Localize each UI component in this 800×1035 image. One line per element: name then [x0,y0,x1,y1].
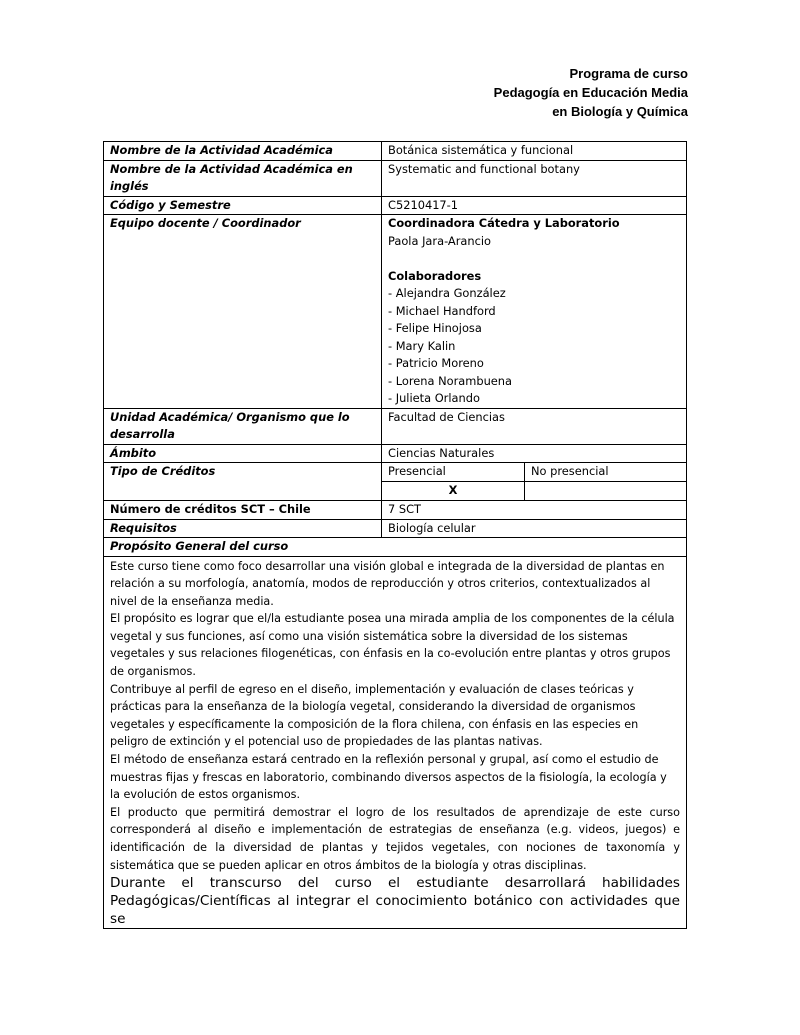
label-creditos: Número de créditos SCT – Chile [104,501,382,519]
value-equipo [382,215,686,408]
presencial-mark: X [382,482,525,500]
header-line-2: Pedagogía en Educación Media [493,85,688,100]
no-presencial-mark [525,482,686,500]
proposito-paragraph-1: Este curso tiene como foco desarrollar una visión global e integrada de la diversidad de plantas en relación a su morfología, anatomía, modos de reproducción y otros criterios, contextualizados al nivel de la enseñanza media. [110,559,665,608]
label-equipo: Equipo docente / Coordinador [104,215,382,408]
label-unidad [104,409,382,444]
colaborador: - Alejandra González [388,286,506,300]
row-proposito-label [104,538,686,557]
label-nombre-ingles [104,161,382,196]
row-unidad [104,409,686,445]
label-unidad-l1: Unidad Académica/ Organismo que lo [110,409,350,424]
row-nombre-ingles [104,161,686,197]
proposito-paragraph-4: El método de enseñanza estará centrado en la reflexión personal y grupal, así como el estudio de muestras fijas y frescas en laboratorio, combinando diversos aspectos de la fisiología, la ecología y la evolución de estos organismos. [110,753,667,802]
row-proposito-body [104,557,686,929]
colaborador: - Mary Kalin [388,338,456,353]
label-nombre: Nombre de la Actividad Académica [104,142,382,160]
value-nombre: Botánica sistemática y funcional [388,143,574,157]
label-nombre-ingles-l2: inglés [110,179,149,193]
label-tipo-creditos: Tipo de Créditos [104,463,382,500]
course-table [103,141,687,929]
row-equipo [104,215,686,409]
label-proposito: Propósito General del curso [110,539,289,553]
colaborador: - Julieta Orlando [388,391,480,405]
no-presencial-header: No presencial [531,464,609,478]
label-ambito: Ámbito [104,445,382,463]
label-requisitos: Requisitos [104,520,382,538]
presencial-header: Presencial [382,463,525,481]
row-ambito [104,445,686,464]
value-creditos: 7 SCT [388,502,422,516]
label-unidad-l2: desarrolla [110,427,175,441]
row-codigo [104,197,686,216]
colaborador: - Felipe Hinojosa [388,321,482,335]
header-line-1: Programa de curso [569,66,688,81]
row-creditos [104,501,686,520]
row-tipo-creditos [104,463,686,501]
colaborador: - Michael Handford [388,303,496,318]
label-nombre-ingles-l1: Nombre de la Actividad Académica en [110,161,353,176]
coord-name: Paola Jara-Arancio [388,233,492,248]
value-unidad: Facultad de Ciencias [388,409,505,424]
colab-title: Colaboradores [388,268,482,283]
proposito-paragraph-6-line-2: Pedagógicas/Científicas al integrar el conocimiento botánico con actividades que se [110,893,680,928]
row-requisitos [104,520,686,539]
header-line-3: en Biología y Química [552,104,688,119]
colaborador: - Lorena Norambuena [388,373,513,388]
label-codigo: Código y Semestre [104,197,382,215]
tipo-creditos-grid [382,463,686,500]
proposito-paragraph-6-line-1: Durante el transcurso del curso el estudiante desarrollará habilidades [110,875,680,892]
proposito-paragraph-2: El propósito es lograr que el/la estudiante posea una mirada amplia de los componentes de la célula vegetal y sus funciones, así como una visión sistemática sobre la diversidad de los sistemas vegetales y sus relaciones filogenéticas, con énfasis en la co-evolución entre plantas y otros grupos de organismos. [110,612,675,679]
proposito-paragraph-3: Contribuye al perfil de egreso en el diseño, implementación y evaluación de clases teóricas y prácticas para la enseñanza de la biología vegetal, considerando la diversidad de organismos vegetales y específicamente la composición de la flora chilena, con énfasis en las especies en peligro de extinción y el potencial uso de propiedades de las plantas nativas. [110,682,639,749]
value-codigo: C5210417-1 [388,197,459,212]
colaborador: - Patricio Moreno [388,356,484,370]
value-requisitos: Biología celular [388,520,476,535]
proposito-text [104,557,686,929]
coord-title: Coordinadora Cátedra y Laboratorio [388,216,620,230]
value-nombre-ingles: Systematic and functional botany [388,161,580,176]
proposito-paragraph-5: El producto que permitirá demostrar el logro de los resultados de aprendizaje de este curso corresponderá al diseño e implementación de estrategias de enseñanza (e.g. videos, juegos) e identificación de la diversidad de plantas y tejidos vegetales, con nociones de taxonomía y sistemática que se pueden aplicar en otros ámbitos de la biología y otras disciplinas. [110,805,680,872]
value-ambito: Ciencias Naturales [388,445,495,460]
document-header [494,64,688,121]
row-nombre [104,142,686,161]
